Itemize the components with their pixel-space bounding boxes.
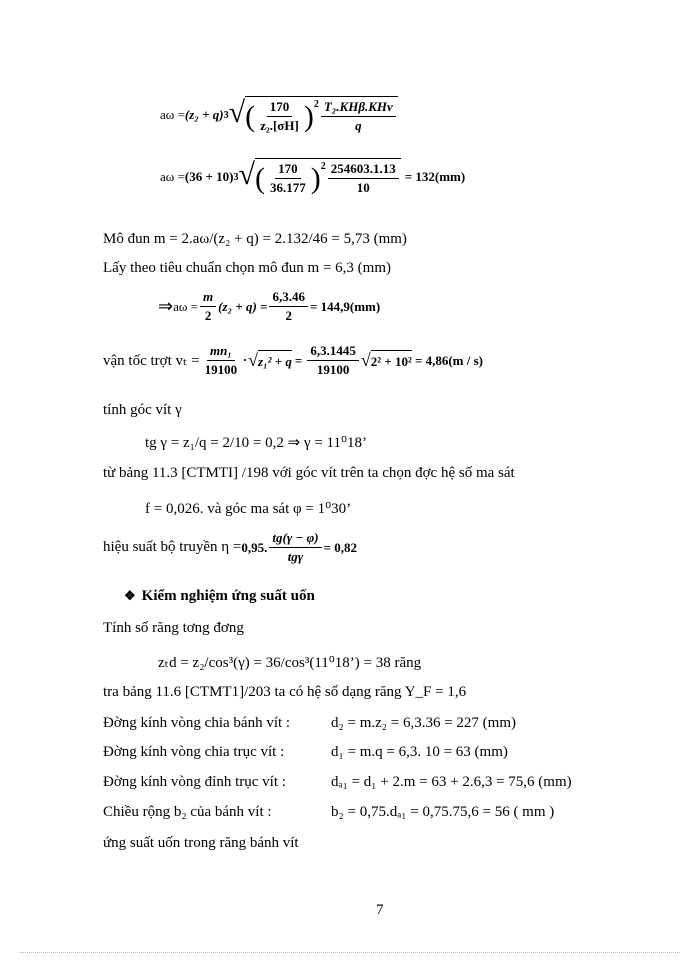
radical: ·√ z₁² + q [242, 350, 292, 370]
radicand: 2² + 10² [371, 350, 412, 371]
fraction-numerator: 6,3.1445 [307, 343, 359, 361]
fraction-denominator: tgγ [287, 549, 304, 564]
formula-result: = 144,9(mm) [309, 298, 381, 314]
fraction-denominator: 36.177 [269, 180, 306, 195]
da1-label: Đờng kính vòng đỉnh trục vít : [103, 774, 286, 790]
fraction [307, 343, 359, 378]
formula-sliding-velocity [103, 343, 483, 378]
fraction-denominator: 2 [204, 308, 212, 323]
fraction [257, 99, 302, 134]
fraction-numerator: 6,3.46 [269, 289, 308, 307]
form-factor-line: tra bảng 11.6 [CTMT1]/203 ta có hệ số dạng răng Y_F = 1,6 [103, 684, 467, 700]
formula-lhs: aω = [173, 298, 199, 314]
fraction-denominator: 10 [356, 180, 370, 195]
fraction [200, 289, 216, 324]
formula-aw-general [160, 96, 398, 134]
fraction [269, 530, 321, 565]
root-index: 3 [223, 109, 229, 121]
fraction [202, 343, 241, 378]
diamond-bullet-icon: ❖ [124, 588, 136, 603]
implies-arrow-icon: ⇒ [158, 296, 174, 316]
d2-value: d₂ = m.z₂ = 6,3.36 = 227 (mm) [331, 715, 516, 731]
formula-label: hiệu suất bộ truyền η = [103, 539, 242, 555]
formula-efficiency [103, 530, 357, 565]
page-border-dotted [20, 952, 680, 953]
formula-coefficient: 0,95. [241, 539, 268, 555]
section-heading [124, 588, 315, 605]
gamma-calc: tg γ = z₁/q = 2/10 = 0,2 ⇒ γ = 11⁰18’ [145, 435, 368, 451]
fraction-denominator: 19100 [204, 362, 238, 377]
fraction [267, 161, 309, 196]
module-line: Mô đun m = 2.aω/(z₂ + q) = 2.132/46 = 5,73 (mm) [103, 231, 407, 247]
section-heading-text: Kiểm nghiệm ứng suất uốn [141, 588, 315, 604]
formula-label: vận tốc trợt vₜ = [103, 353, 200, 369]
formula-zq: (z₂ + q) = [218, 298, 268, 314]
fraction [269, 289, 308, 324]
fraction-numerator: m [200, 289, 216, 307]
formula-aw-numeric [160, 158, 465, 196]
radical: √ ( $\frac{170}{36.177}$ ) $^2$ $\frac{254603.1.13}{10}$ [239, 158, 401, 196]
teeth-title: Tính số răng tơng đơng [103, 620, 244, 636]
equivalent-teeth-line: zₜd = z₂/cos³(γ) = 36/cos³(11⁰18’) = 38 răng [158, 655, 422, 671]
exponent: 2 [313, 99, 319, 110]
formula-result: = 4,86(m / s) [414, 352, 484, 368]
fraction-numerator: 170 [275, 161, 301, 179]
fraction-denominator: q [355, 118, 362, 133]
fraction-denominator: z₂.[σH] [260, 118, 299, 133]
equals-sign: = [294, 352, 303, 368]
table-reference: từ bảng 11.3 [CTMTI] /198 với góc vít trên ta chọn đợc hệ số ma sát [103, 465, 515, 481]
b2-label: Chiều rộng b₂ của bánh vít : [103, 804, 272, 820]
da1-value: dₐ₁ = d₁ + 2.m = 63 + 2.6,3 = 75,6 (mm) [331, 774, 572, 790]
radical: √ ( $\frac{170}{\text{z₂.[σH]}}$ ) $^2$ $\frac{\text{T₂.KHβ.KHv}}{q}$ [229, 96, 398, 134]
d1-label: Đờng kính vòng chia trục vít : [103, 744, 285, 760]
fraction-numerator: T₂.KHβ.KHv [321, 99, 396, 117]
fraction-numerator: 170 [267, 99, 293, 117]
fraction-denominator: 2 [285, 308, 292, 323]
exponent: 2 [320, 161, 326, 172]
gamma-title: tính góc vít γ [103, 402, 182, 418]
fraction-denominator: 19100 [316, 362, 350, 377]
formula-zq: (z₂ + q) [184, 107, 224, 122]
formula-lhs: aω = [160, 107, 185, 122]
b2-value: b₂ = 0,75.dₐ₁ = 0,75.75,6 = 56 ( mm ) [331, 804, 555, 820]
standard-module-line: Lấy theo tiêu chuẩn chọn mô đun m = 6,3 (mm) [103, 260, 391, 276]
fraction-numerator: tg(γ − φ) [269, 530, 321, 548]
d2-label: Đờng kính vòng chia bánh vít : [103, 715, 291, 731]
formula-lhs: aω = [160, 169, 185, 184]
stress-line: ứng suất uốn trong răng bánh vít [103, 835, 299, 851]
formula-result: = 0,82 [323, 539, 357, 555]
radical: √ 2² + 10² [360, 350, 412, 370]
root-index: 3 [233, 171, 239, 183]
fraction-numerator: 254603.1.13 [328, 161, 399, 179]
fraction-numerator: mn₁ [207, 343, 235, 361]
friction-line: f = 0,026. và góc ma sát φ = 1⁰30’ [145, 501, 352, 517]
page-number: 7 [376, 902, 384, 918]
formula-result: = 132(mm) [404, 169, 466, 184]
fraction [321, 99, 396, 134]
radicand: z₁² + q [258, 350, 292, 371]
formula-aw-standard [158, 289, 380, 324]
fraction [328, 161, 399, 196]
d1-value: d₁ = m.q = 6,3. 10 = 63 (mm) [331, 744, 508, 760]
formula-zq: (36 + 10) [184, 169, 234, 184]
